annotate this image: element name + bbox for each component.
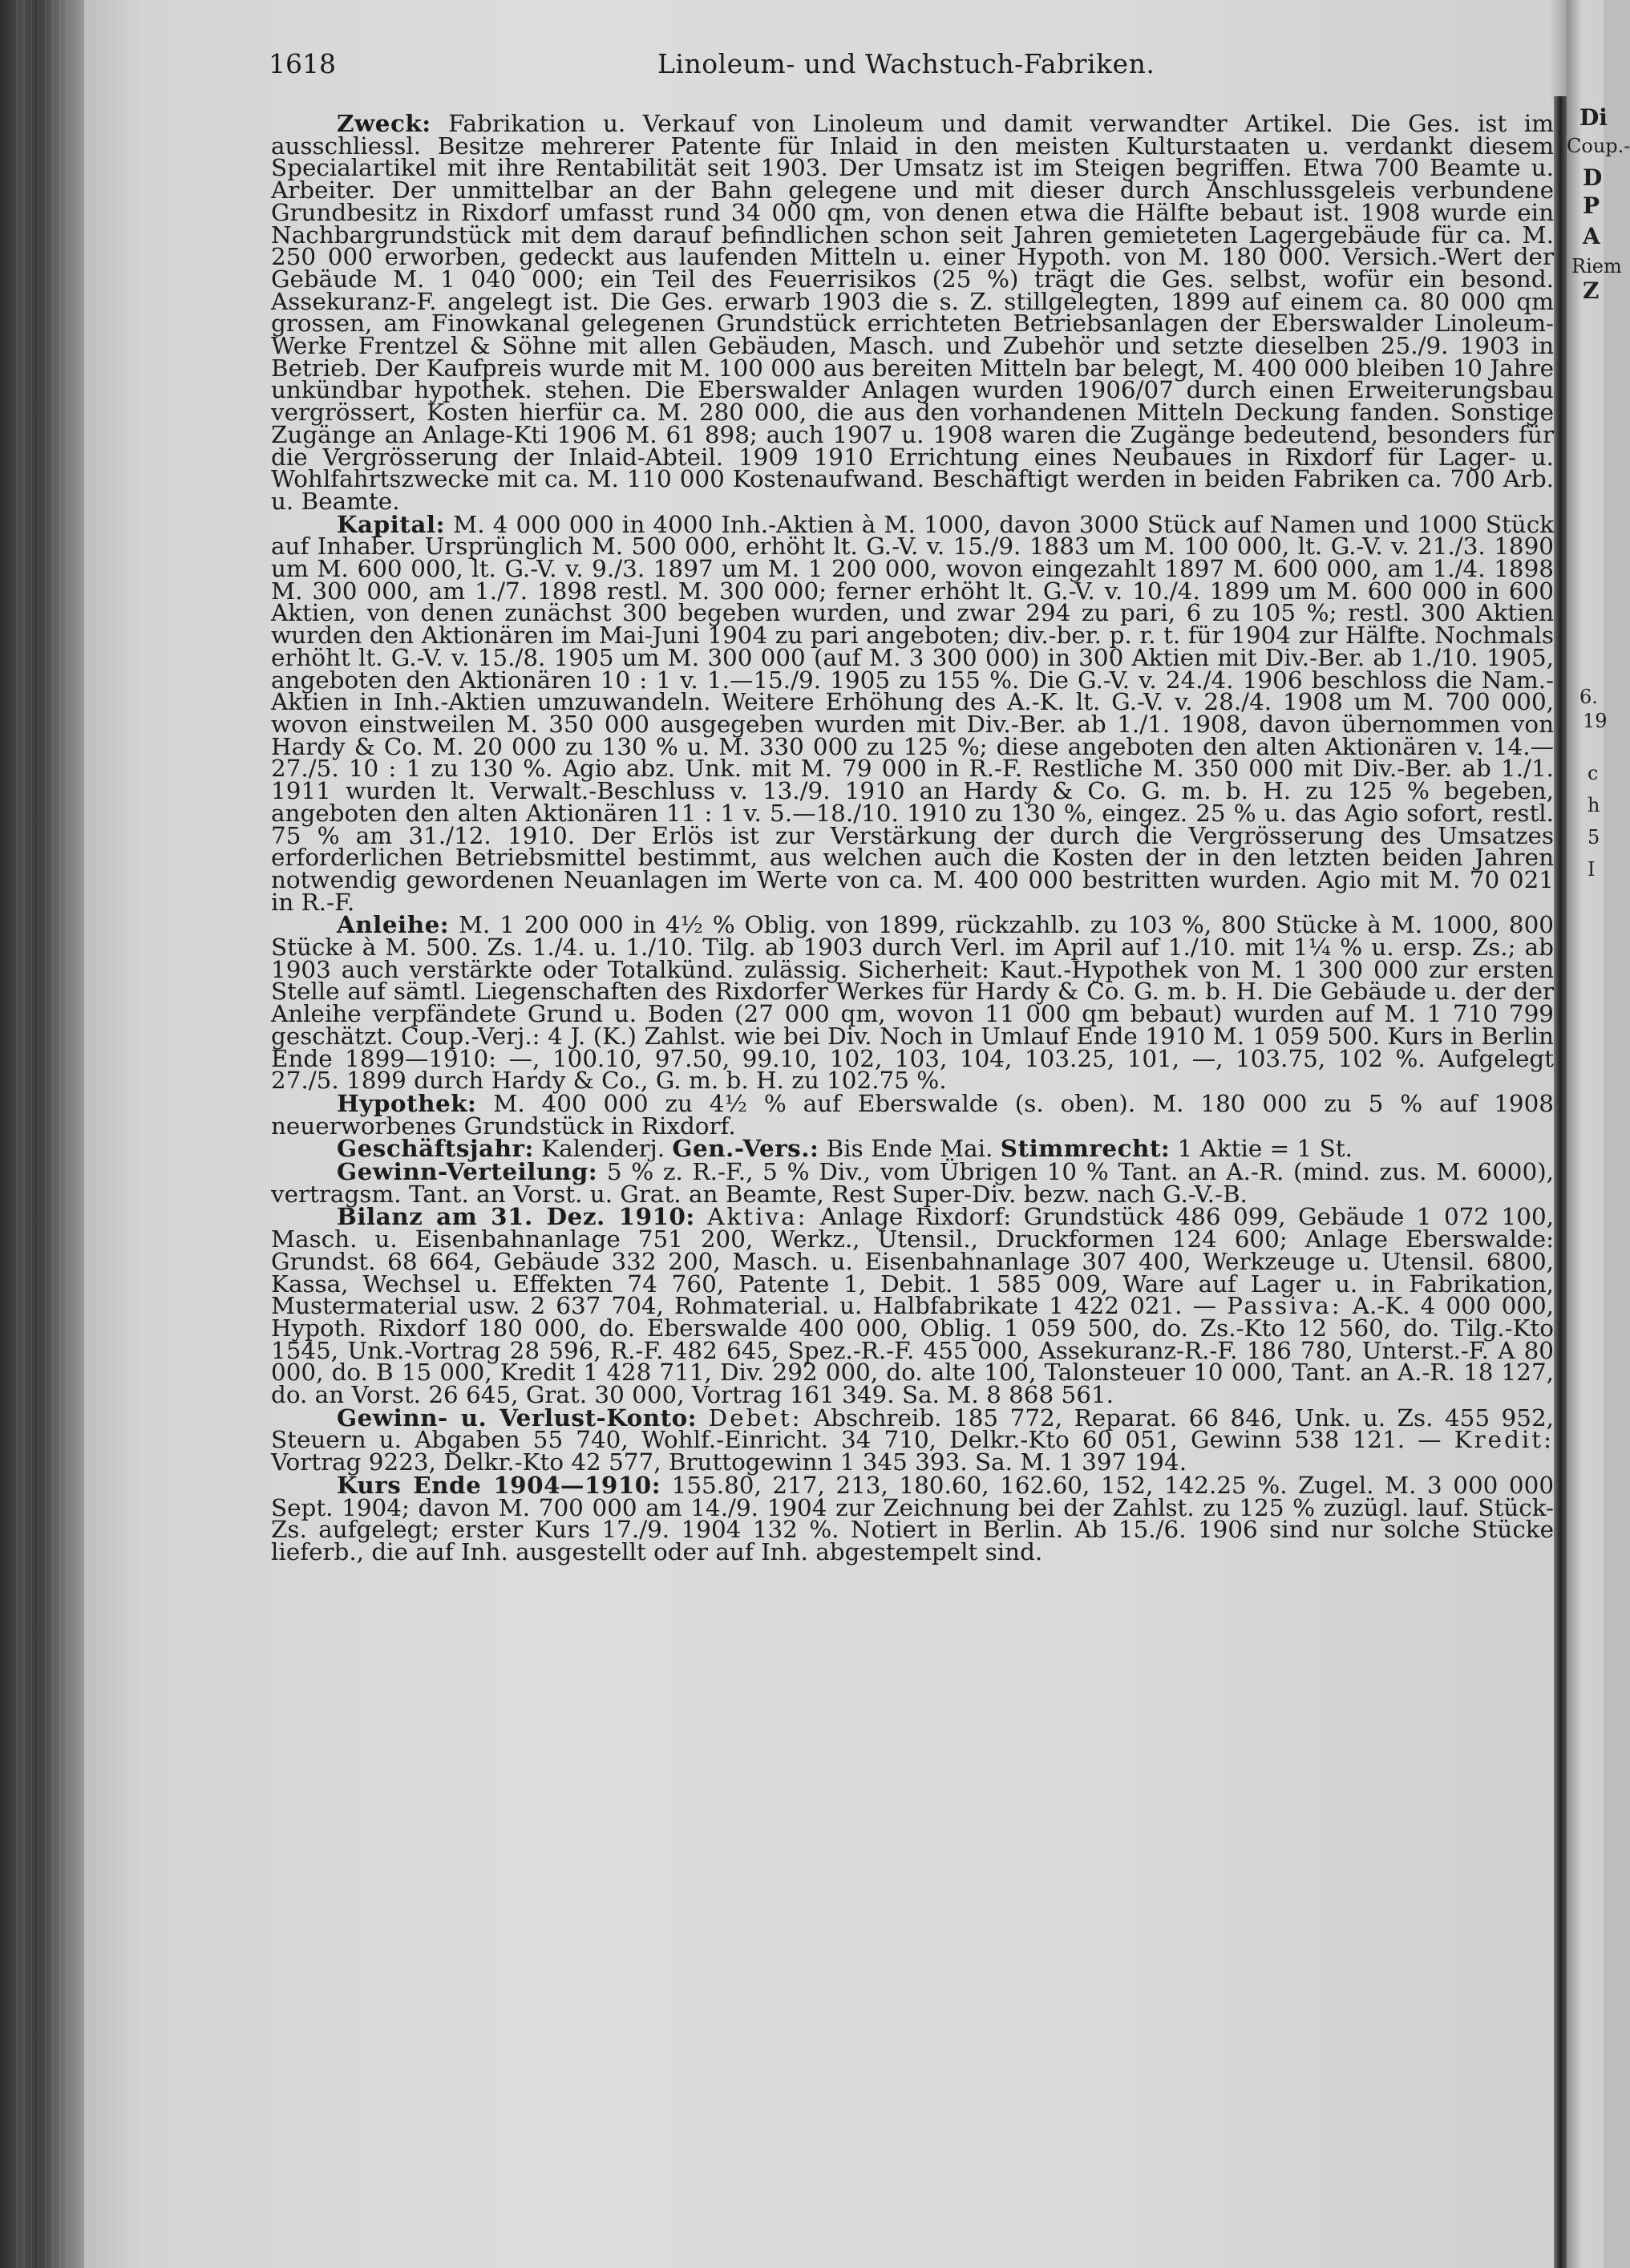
section-anleihe: [271, 910, 1554, 1095]
section-text: 5 % z. R.-F., 5 % Div., vom Übrigen 10 % Tant. an A.-R. (mind. zus. M. 6000), vertragsm. Tant. an Vorst. u. Grat. an Beamte, Rest Super-Div. bezw. nach G.-V.-B.: [271, 1158, 1554, 1208]
section-text: Kalenderj.: [541, 1135, 665, 1163]
page-number: 1618: [269, 48, 336, 79]
margin-fragment: A: [1583, 223, 1600, 249]
passiva-label: Passiva:: [1227, 1292, 1342, 1320]
margin-fragment: 6.: [1579, 686, 1598, 708]
section-text: Vortrag 9223, Delkr.-Kto 42 577, Bruttogewinn 1 345 393. Sa. M. 1 397 194.: [271, 1448, 1187, 1476]
section-text: Fabrikation u. Verkauf von Linoleum und damit verwandter Artikel. Die Ges. ist im ausschliessl. Besitze mehrerer Patente für Inlaid in den meisten Kulturstaaten u. verdankt diesem Specialartikel mit ihre Rentabilität seit 1903. Der Umsatz ist im Steigen begriffen. Etwa 700 Beamte u. Arbeiter. Der unmittelbar an der Bahn gelegene und mit dieser durch Anschlussgeleis verbundene Grundbesitz in Rixdorf umfasst rund 34 000 qm, von denen etwa die Hälfte bebaut ist. 1908 wurde ein Nachbargrundstück mit dem darauf befindlichen schon seit Jahren gemieteten Lagergebäude für ca. M. 250 000 erworben, gedeckt aus laufenden Mitteln u. einer Hypoth. von M. 180 000. Versich.-Wert der Gebäude M. 1 040 000; ein Teil des Feuerrisikos (25 %) trägt die Ges. selbst, wofür ein besond. Assekuranz-F. angelegt ist. Die Ges. erwarb 1903 die s. Z. stillgelegten, 1899 auf einem ca. 80 000 qm grossen, am Finowkanal gelegenen Grundstück errichteten Betriebsanlagen der Eberswalder Linoleum-Werke Frentzel & Söhne mit allen Gebäuden, Masch. und Zubehör und setzte dieselben 25./9. 1903 in Betrieb. Der Kaufpreis wurde mit M. 100 000 aus bereiten Mitteln bar belegt, M. 400 000 bleiben 10 Jahre unkündbar hypothek. stehen. Die Eberswalder Anlagen wurden 1906/07 durch einen Erweiterungsbau vergrössert, Kosten hierfür ca. M. 280 000, die aus den vorhandenen Mitteln Deckung fanden. Sonstige Zugänge an Anlage-Kti 1906 M. 61 898; auch 1907 u. 1908 waren die Zugänge bedeutend, besonders für die Vergrösserung der Inlaid-Abteil. 1909 1910 Errichtung eines Neubaues in Rixdorf für Lager- u. Wohlfahrtszwecke mit ca. M. 110 000 Kostenaufwand. Beschäftigt werden in beiden Fabriken ca. 700 Arb. u. Beamte.: [271, 110, 1554, 515]
section-zweck: [271, 109, 1554, 515]
margin-fragment: Z: [1583, 277, 1600, 304]
section-text: 1 Aktie = 1 St.: [1177, 1135, 1353, 1163]
entry-body: [271, 109, 1555, 1565]
page-header: [269, 48, 1551, 88]
section-bilanz: [271, 1202, 1555, 1409]
section-hypothek: [271, 1088, 1554, 1140]
section-label: Stimmrecht:: [1000, 1134, 1171, 1163]
section-text: Abschreib. 185 772, Reparat. 66 846, Unk. u. Zs. 455 952, Steuern u. Abgaben 55 740, Wohlf.-Einricht. 34 710, Delkr.-Kto 60 051, Gewinn 538 121. —: [271, 1403, 1554, 1454]
section-text: M. 4 000 000 in 4000 Inh.-Aktien à M. 1000, davon 3000 Stück auf Namen und 1000 Stück auf Inhaber. Ursprünglich M. 500 000, erhöht lt. G.-V. v. 15./9. 1883 um M. 100 000, lt. G.-V. v. 21./3. 1890 um M. 600 000, lt. G.-V. v. 9./3. 1897 um M. 1 200 000, wovon eingezahlt 1897 M. 600 000, am 1./4. 1898 M. 300 000, am 1./7. 1898 restl. M. 300 000; ferner erhöht lt. G.-V. v. 10./4. 1899 um M. 600 000 in 600 Aktien, von denen zunächst 300 begeben wurden, und zwar 294 zu pari, 6 zu 105 %; restl. 300 Aktien wurden den Aktionären im Mai-Juni 1904 zu pari angeboten; div.-ber. p. r. t. für 1904 zur Hälfte. Nochmals erhöht lt. G.-V. v. 15./8. 1905 um M. 300 000 (auf M. 3 300 000) in 300 Aktien mit Div.-Ber. ab 1./10. 1905, angeboten den Aktionären 10 : 1 v. 1.—15./9. 1905 zu 155 %. Die G.-V. v. 24./4. 1906 beschloss die Nam.-Aktien in Inh.-Aktien umzuwandeln. Weitere Erhöhung des A.-K. lt. G.-V. v. 28./4. 1908 um M. 700 000, wovon einstweilen M. 350 000 ausgegeben wurden mit Div.-Ber. ab 1./1. 1908, davon übernommen von Hardy & Co. M. 20 000 zu 130 % u. M. 330 000 zu 125 %; diese angeboten den alten Aktionären v. 14.—27./5. 10 : 1 zu 130 %. Agio abz. Unk. mit M. 79 000 in R.-F. Restliche M. 350 000 mit Div.-Ber. ab 1./1. 1911 wurden lt. Verwalt.-Beschluss v. 13./9. 1910 an Hardy & Co. G. m. b. H. zu 125 % begeben, angeboten den alten Aktionären 11 : 1 v. 5.—18./10. 1910 zu 130 %, eingez. 25 % u. das Agio sofort, restl. 75 % am 31./12. 1910. Der Erlös ist zur Verstärkung der durch die Vergrösserung des Umsatzes erforderlichen Betriebsmittel bestimmt, aus welchen auch die Kosten der in den letzten beiden Jahren notwendig gewordenen Neuanlagen im Werte von ca. M. 400 000 bestritten wurden. Agio mit M. 70 021 in R.-F.: [271, 510, 1555, 916]
section-text: M. 400 000 zu 4½ % auf Eberswalde (s. oben). M. 180 000 zu 5 % auf 1908 neuerworbenes Grundstück in Rixdorf.: [271, 1089, 1554, 1140]
section-label: Kapital:: [337, 509, 445, 538]
section-kapital: [271, 509, 1555, 916]
book-gutter: [1554, 96, 1567, 2268]
margin-fragment: P: [1583, 192, 1600, 219]
margin-fragment: Coup.-: [1567, 135, 1630, 157]
margin-fragment: h: [1588, 794, 1600, 816]
section-label: Hypothek:: [337, 1088, 477, 1117]
margin-fragment: c: [1588, 762, 1599, 784]
book-spine: [0, 0, 84, 2268]
section-label: Gen.-Vers.:: [672, 1134, 819, 1163]
debet-label: Debet:: [708, 1403, 803, 1432]
section-kurs: [271, 1470, 1555, 1565]
next-page-fragment: [1567, 0, 1630, 2268]
aktiva-label: Aktiva:: [707, 1203, 808, 1231]
section-label: Zweck:: [337, 109, 431, 137]
section-gewinn-verlust: [271, 1403, 1554, 1476]
section-text: Anlage Rixdorf: Grundstück 486 099, Gebäude 1 072 100, Masch. u. Eisenbahnanlage 751 200, Werkz., Utensil., Druckformen 124 600; Anlage Eberswalde: Grundst. 68 664, Gebäude 332 200, Masch. u. Eisenbahnanlage 307 400, Werkzeuge u. Utensil. 6800, Kassa, Wechsel u. Effekten 74 760, Patente 1, Debit. 1 585 009, Ware auf Lager u. in Fabrikation, Mustermaterial usw. 2 637 704, Rohmaterial. u. Halbfabrikate 1 422 021. —: [271, 1203, 1554, 1320]
spine-texture: [16, 0, 72, 2268]
section-text: Bis Ende Mai.: [826, 1135, 993, 1163]
section-text: M. 1 200 000 in 4½ % Oblig. von 1899, rückzahlb. zu 103 %, 800 Stücke à M. 1000, 800 Stücke à M. 500. Zs. 1./4. u. 1./10. Tilg. ab 1903 durch Verl. im April auf 1./10. mit 1¼ % u. ersp. Zs.; ab 1903 auch verstärkte oder Totalkünd. zulässig. Sicherheit: Kaut.-Hypothek von M. 1 300 000 zur ersten Stelle auf sämtl. Liegenschaften des Rixdorfer Werkes für Hardy & Co. G. m. b. H. Die Gebäude u. der der Anleihe verpfändete Grund u. Boden (27 000 qm, wovon 11 000 qm bebaut) wurden auf M. 1 710 799 geschätzt. Coup.-Verj.: 4 J. (K.) Zahlst. wie bei Div. Noch in Umlauf Ende 1910 M. 1 059 500. Kurs in Berlin Ende 1899—1910: —, 100.10, 97.50, 99.10, 102, 103, 104, 103.25, 101, —, 103.75, 102 %. Aufgelegt 27./5. 1899 durch Hardy & Co., G. m. b. H. zu 102.75 %.: [271, 911, 1554, 1095]
margin-fragment: D: [1583, 164, 1603, 191]
running-title: Linoleum- und Wachstuch-Fabriken.: [657, 48, 1155, 79]
section-text: 155.80, 217, 213, 180.60, 162.60, 152, 142.25 %. Zugel. M. 3 000 000 Sept. 1904; davon M. 700 000 am 14./9. 1904 zur Zeichnung bei der Zahlst. zu 125 % zuzügl. lauf. Stück-Zs. aufgelegt; erster Kurs 17./9. 1904 132 %. Notiert in Berlin. Ab 15./6. 1906 sind nur solche Stücke lieferb., die auf Inh. ausgestellt oder auf Inh. abgestempelt sind.: [271, 1471, 1555, 1565]
kredit-label: Kredit:: [1454, 1426, 1554, 1454]
section-label: Kurs Ende 1904—1910:: [337, 1470, 661, 1499]
margin-fragment: Di: [1579, 104, 1608, 131]
margin-fragment: I: [1588, 858, 1596, 881]
section-label: Gewinn-Verteilung:: [337, 1157, 598, 1186]
margin-fragment: Riem: [1571, 255, 1622, 277]
section-label: Gewinn- u. Verlust-Konto:: [337, 1403, 698, 1432]
section-label: Geschäftsjahr:: [337, 1134, 534, 1163]
section-text: A.-K. 4 000 000, Hypoth. Rixdorf 180 000, do. Eberswalde 400 000, Oblig. 1 059 500, do. Zs.-Kto 12 560, do. Tilg.-Kto 1545, Unk.-Vortrag 28 596, R.-F. 482 645, Spez.-R.-F. 455 000, Assekuranz-R.-F. 186 780, Unterst.-F. A 80 000, do. B 15 000, Kredit 1 428 711, Div. 292 000, do. alte 100, Talonsteuer 10 000, Tant. an A.-R. 18 127, do. an Vorst. 26 645, Grat. 30 000, Vortrag 161 349. Sa. M. 8 868 561.: [271, 1292, 1555, 1409]
section-label: Anleihe:: [337, 910, 450, 939]
section-label: Bilanz am 31. Dez. 1910:: [337, 1202, 695, 1231]
section-gewinn-verteilung: [271, 1157, 1554, 1208]
margin-fragment: 5: [1588, 826, 1600, 848]
margin-fragment: 19: [1583, 710, 1608, 732]
